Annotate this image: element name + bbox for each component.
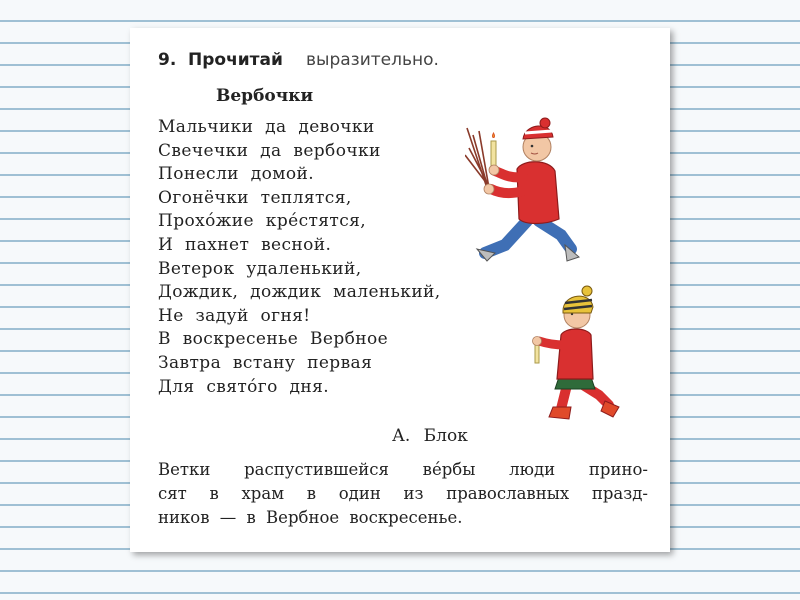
task-verb: Прочитай bbox=[188, 50, 283, 70]
poem-line: Для святóго дня. bbox=[158, 376, 330, 397]
candle-icon bbox=[535, 343, 539, 363]
poem-line: И пахнет весной. bbox=[158, 234, 332, 255]
poem-line: Завтра встану первая bbox=[158, 352, 373, 373]
poem-line: Понесли домой. bbox=[158, 164, 315, 185]
task-number: 9. bbox=[158, 50, 177, 70]
note-line: Ветки распустившейся вéрбы люди прино- bbox=[158, 460, 648, 479]
poem-line: Огонёчки теплятся, bbox=[158, 187, 352, 208]
poem-line: Не задуй огня! bbox=[158, 305, 311, 326]
poem-line: Мальчики да девочки bbox=[158, 117, 375, 137]
girl-with-candle-illustration bbox=[525, 273, 635, 433]
willow-twigs bbox=[465, 128, 491, 189]
poem-line: В воскресенье Вербное bbox=[158, 329, 389, 350]
note-line: сят в храм в один из православных празд- bbox=[158, 484, 648, 503]
explanation-note bbox=[158, 458, 648, 530]
poem-line: Свечечки да вербочки bbox=[158, 140, 381, 161]
task-instruction: выразительно. bbox=[306, 50, 439, 70]
poem-line: Прохóжие крéстятся, bbox=[158, 211, 367, 232]
poem-author: А. Блок bbox=[392, 426, 468, 446]
poem-body bbox=[158, 116, 478, 399]
poem-line: Дождик, дождик маленький, bbox=[158, 282, 441, 303]
textbook-page bbox=[130, 28, 670, 552]
poem-title: Вербочки bbox=[216, 86, 314, 106]
flame-icon bbox=[492, 133, 494, 138]
note-line: ников — в Вербное воскресенье. bbox=[158, 508, 463, 527]
poem-line: Ветерок удаленький, bbox=[158, 258, 362, 279]
boy-with-candle-illustration bbox=[465, 93, 585, 273]
